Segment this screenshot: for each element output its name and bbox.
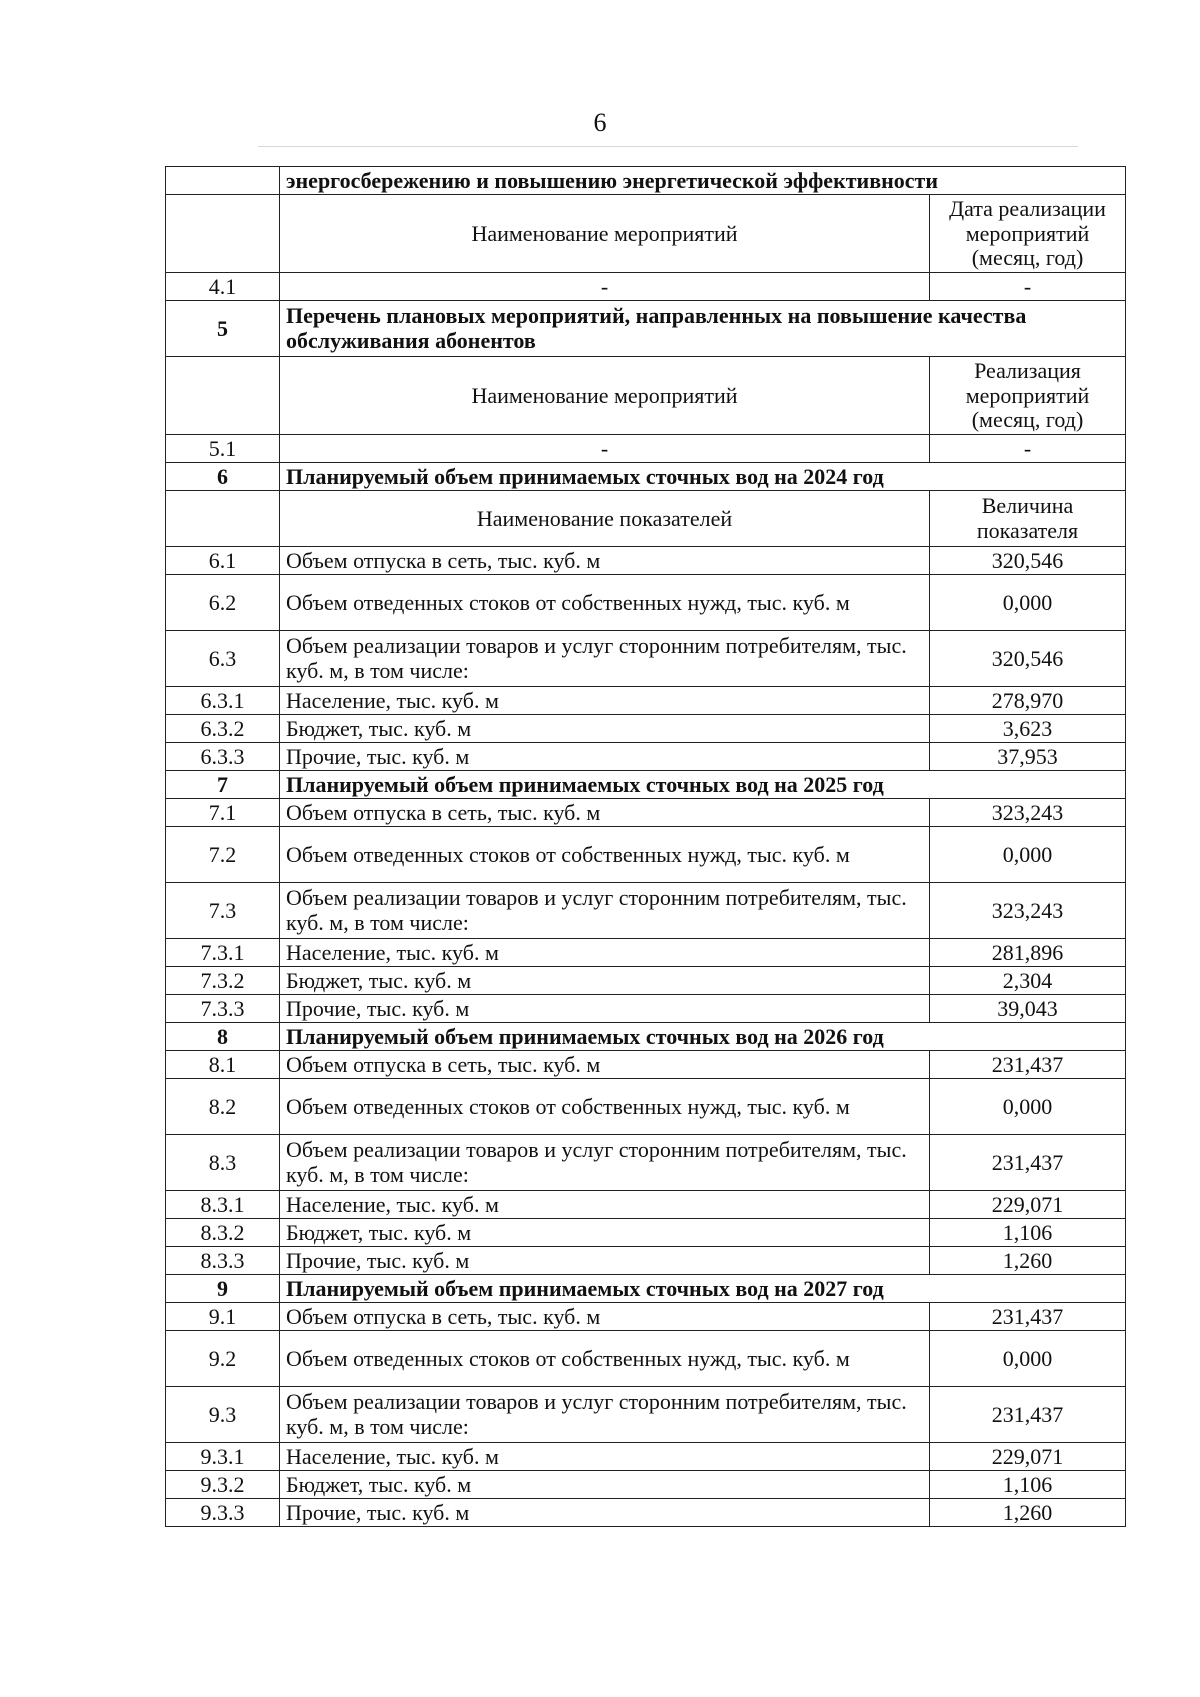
- header-name-cell: Наименование мероприятий: [280, 357, 930, 435]
- row-text: Объем реализации товаров и услуг сторонним потребителям, тыс. куб. м, в том числе:: [280, 631, 930, 687]
- table-row: [166, 799, 1126, 827]
- row-text: Объем реализации товаров и услуг сторонним потребителям, тыс. куб. м, в том числе:: [280, 883, 930, 939]
- table-row: [166, 1247, 1126, 1275]
- row-value: 281,896: [930, 939, 1126, 967]
- row-value: 1,260: [930, 1499, 1126, 1527]
- table-row: [166, 995, 1126, 1023]
- row-value: 1,106: [930, 1219, 1126, 1247]
- row-value: 278,970: [930, 687, 1126, 715]
- table-row: [166, 1331, 1126, 1387]
- table-row: [166, 273, 1126, 301]
- row-number: 8.3.2: [166, 1219, 280, 1247]
- row-number: 9.2: [166, 1331, 280, 1387]
- row-number: 6.2: [166, 575, 280, 631]
- plan-table-body: [166, 167, 1126, 1527]
- table-row: [166, 1387, 1126, 1443]
- section-number: 8: [166, 1023, 280, 1051]
- header-name-cell: Наименование мероприятий: [280, 195, 930, 273]
- table-row: [166, 435, 1126, 463]
- row-text: Бюджет, тыс. куб. м: [280, 1219, 930, 1247]
- header-value-cell: Величина показателя: [930, 491, 1126, 547]
- section-number: 7: [166, 771, 280, 799]
- row-number: 9.1: [166, 1303, 280, 1331]
- row-value: 2,304: [930, 967, 1126, 995]
- plan-table: [165, 166, 1126, 1527]
- section-title: Планируемый объем принимаемых сточных вод на 2025 год: [280, 771, 1126, 799]
- column-header-row: [166, 195, 1126, 273]
- row-number: 6.3: [166, 631, 280, 687]
- row-text: Население, тыс. куб. м: [280, 1191, 930, 1219]
- section-row: [166, 167, 1126, 195]
- row-text: Объем реализации товаров и услуг сторонним потребителям, тыс. куб. м, в том числе:: [280, 1387, 930, 1443]
- section-row: [166, 463, 1126, 491]
- section-number: 5: [166, 301, 280, 357]
- row-value: -: [930, 273, 1126, 301]
- table-row: [166, 1219, 1126, 1247]
- section-number: 9: [166, 1275, 280, 1303]
- section-row: [166, 1023, 1126, 1051]
- row-number: 6.3.2: [166, 715, 280, 743]
- row-text: Прочие, тыс. куб. м: [280, 1499, 930, 1527]
- section-row: [166, 301, 1126, 357]
- row-value: 0,000: [930, 575, 1126, 631]
- row-text: Прочие, тыс. куб. м: [280, 995, 930, 1023]
- header-value-cell: Дата реализации мероприятий (месяц, год): [930, 195, 1126, 273]
- row-text: Бюджет, тыс. куб. м: [280, 967, 930, 995]
- row-value: 320,546: [930, 547, 1126, 575]
- row-text: Население, тыс. куб. м: [280, 939, 930, 967]
- table-row: [166, 1079, 1126, 1135]
- row-text: Объем отведенных стоков от собственных нужд, тыс. куб. м: [280, 827, 930, 883]
- row-value: 0,000: [930, 827, 1126, 883]
- row-text: Бюджет, тыс. куб. м: [280, 1471, 930, 1499]
- table-row: [166, 939, 1126, 967]
- row-text: Население, тыс. куб. м: [280, 1443, 930, 1471]
- table-row: [166, 1191, 1126, 1219]
- row-number: 6.3.3: [166, 743, 280, 771]
- table-row: [166, 575, 1126, 631]
- row-text: Объем отпуска в сеть, тыс. куб. м: [280, 1051, 930, 1079]
- row-number: 4.1: [166, 273, 280, 301]
- table-row: [166, 687, 1126, 715]
- table-row: [166, 547, 1126, 575]
- table-row: [166, 743, 1126, 771]
- row-text: Объем отведенных стоков от собственных нужд, тыс. куб. м: [280, 575, 930, 631]
- section-title: энергосбережению и повышению энергетической эффективности: [280, 167, 1126, 195]
- row-number: 7.3.3: [166, 995, 280, 1023]
- row-number: 8.2: [166, 1079, 280, 1135]
- row-number: 8.3.3: [166, 1247, 280, 1275]
- row-value: 229,071: [930, 1191, 1126, 1219]
- row-value: 1,260: [930, 1247, 1126, 1275]
- row-text: Прочие, тыс. куб. м: [280, 743, 930, 771]
- row-number: 6.1: [166, 547, 280, 575]
- section-number: 6: [166, 463, 280, 491]
- row-text: -: [280, 273, 930, 301]
- row-number: 7.3.2: [166, 967, 280, 995]
- row-value: 229,071: [930, 1443, 1126, 1471]
- row-text: -: [280, 435, 930, 463]
- header-number-cell: [166, 491, 280, 547]
- row-number: 8.3.1: [166, 1191, 280, 1219]
- row-value: 37,953: [930, 743, 1126, 771]
- row-number: 5.1: [166, 435, 280, 463]
- row-value: 323,243: [930, 799, 1126, 827]
- section-row: [166, 1275, 1126, 1303]
- row-value: 1,106: [930, 1471, 1126, 1499]
- table-row: [166, 827, 1126, 883]
- section-row: [166, 771, 1126, 799]
- table-row: [166, 1051, 1126, 1079]
- table-row: [166, 1303, 1126, 1331]
- table-row: [166, 883, 1126, 939]
- row-value: 320,546: [930, 631, 1126, 687]
- row-number: 9.3.2: [166, 1471, 280, 1499]
- row-value: 231,437: [930, 1303, 1126, 1331]
- row-text: Население, тыс. куб. м: [280, 687, 930, 715]
- table-row: [166, 1471, 1126, 1499]
- header-value-cell: Реализация мероприятий (месяц, год): [930, 357, 1126, 435]
- section-title: Планируемый объем принимаемых сточных вод на 2026 год: [280, 1023, 1126, 1051]
- header-name-cell: Наименование показателей: [280, 491, 930, 547]
- row-value: 3,623: [930, 715, 1126, 743]
- row-value: 231,437: [930, 1387, 1126, 1443]
- row-number: 8.1: [166, 1051, 280, 1079]
- row-value: 39,043: [930, 995, 1126, 1023]
- row-text: Объем отпуска в сеть, тыс. куб. м: [280, 799, 930, 827]
- section-title: Планируемый объем принимаемых сточных вод на 2024 год: [280, 463, 1126, 491]
- row-value: -: [930, 435, 1126, 463]
- row-text: Объем отведенных стоков от собственных нужд, тыс. куб. м: [280, 1079, 930, 1135]
- row-number: 7.1: [166, 799, 280, 827]
- section-number: [166, 167, 280, 195]
- row-number: 7.3.1: [166, 939, 280, 967]
- row-value: 231,437: [930, 1135, 1126, 1191]
- table-row: [166, 967, 1126, 995]
- scan-artifact-line: [258, 146, 1078, 147]
- header-number-cell: [166, 195, 280, 273]
- row-text: Объем реализации товаров и услуг сторонним потребителям, тыс. куб. м, в том числе:: [280, 1135, 930, 1191]
- column-header-row: [166, 357, 1126, 435]
- row-text: Объем отпуска в сеть, тыс. куб. м: [280, 1303, 930, 1331]
- row-text: Объем отведенных стоков от собственных нужд, тыс. куб. м: [280, 1331, 930, 1387]
- table-row: [166, 715, 1126, 743]
- table-row: [166, 631, 1126, 687]
- row-value: 0,000: [930, 1331, 1126, 1387]
- table-row: [166, 1135, 1126, 1191]
- row-number: 6.3.1: [166, 687, 280, 715]
- section-title: Перечень плановых мероприятий, направленных на повышение качества обслуживания абонентов: [280, 301, 1126, 357]
- row-value: 323,243: [930, 883, 1126, 939]
- row-number: 8.3: [166, 1135, 280, 1191]
- row-number: 9.3.1: [166, 1443, 280, 1471]
- header-number-cell: [166, 357, 280, 435]
- row-value: 0,000: [930, 1079, 1126, 1135]
- row-number: 9.3: [166, 1387, 280, 1443]
- row-number: 9.3.3: [166, 1499, 280, 1527]
- column-header-row: [166, 491, 1126, 547]
- table-row: [166, 1443, 1126, 1471]
- page-number: 6: [593, 108, 607, 137]
- table-row: [166, 1499, 1126, 1527]
- row-text: Бюджет, тыс. куб. м: [280, 715, 930, 743]
- section-title: Планируемый объем принимаемых сточных вод на 2027 год: [280, 1275, 1126, 1303]
- row-text: Прочие, тыс. куб. м: [280, 1247, 930, 1275]
- row-number: 7.2: [166, 827, 280, 883]
- row-value: 231,437: [930, 1051, 1126, 1079]
- row-text: Объем отпуска в сеть, тыс. куб. м: [280, 547, 930, 575]
- row-number: 7.3: [166, 883, 280, 939]
